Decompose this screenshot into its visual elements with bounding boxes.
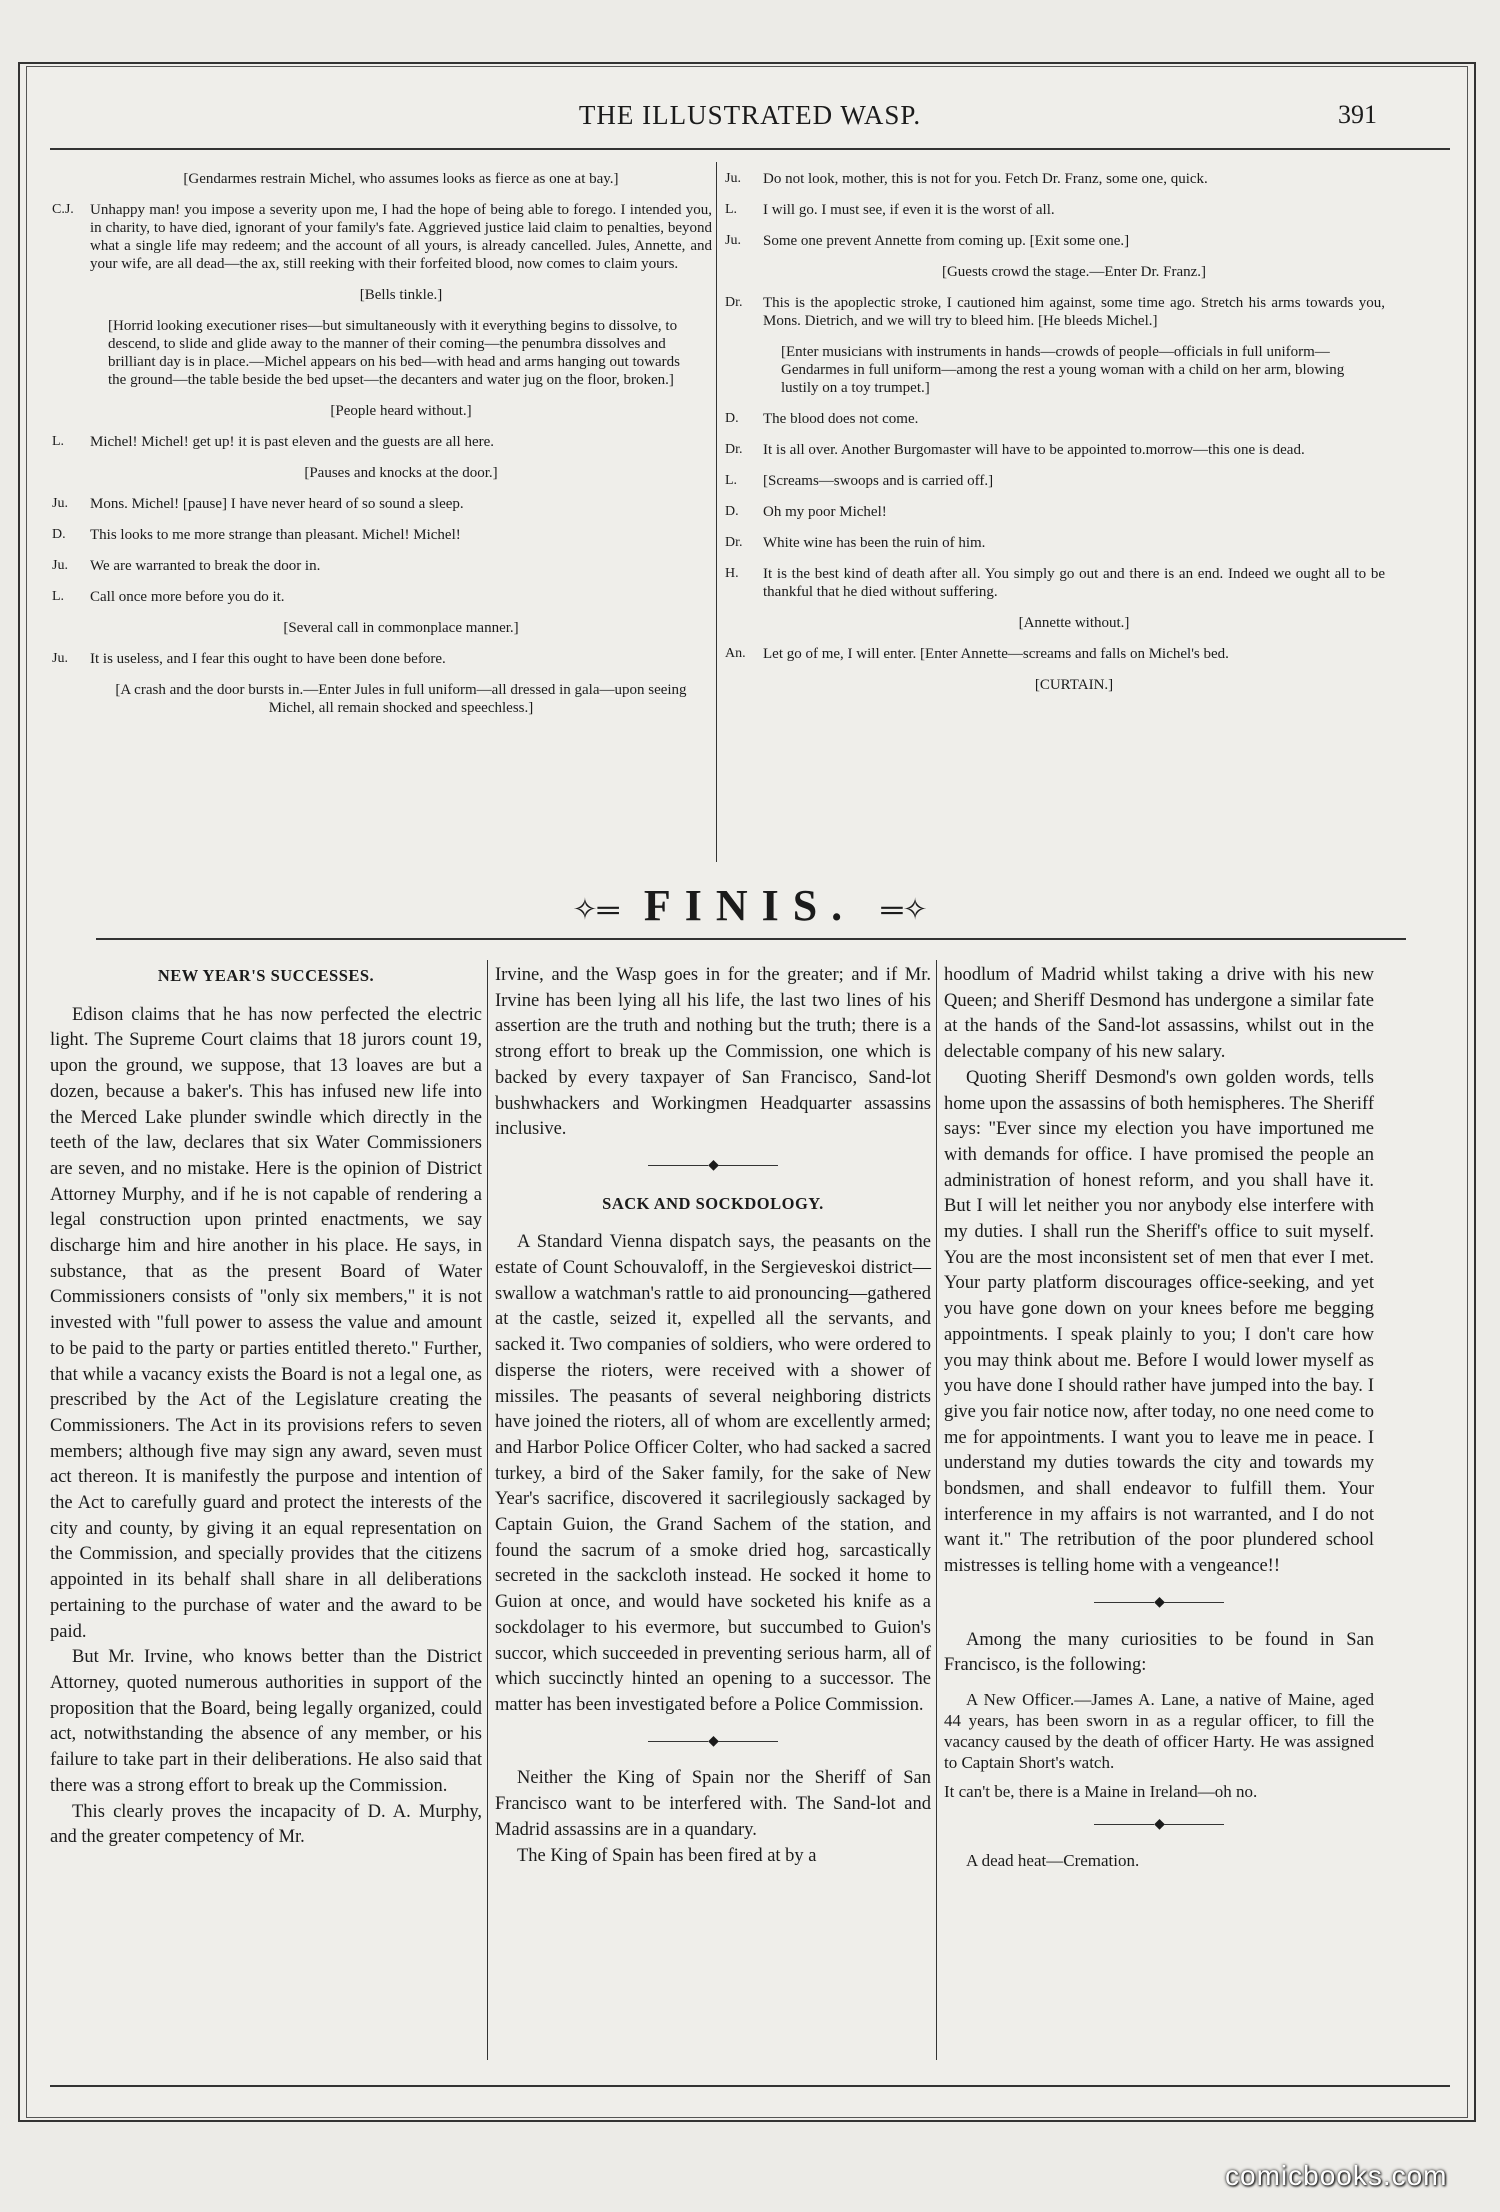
dialogue-text: Let go of me, I will enter. [Enter Annette—screams and falls on Michel's bed.: [763, 646, 1229, 662]
news-column-3: [944, 963, 1374, 1871]
speaker-label: D.: [725, 411, 739, 426]
stage-direction: [Several call in commonplace manner.]: [283, 620, 519, 636]
speaker-label: An.: [725, 646, 746, 661]
play-column-divider: [716, 162, 717, 862]
article-paragraph: Edison claims that he has now perfected the electric light. The Supreme Court claims that 18 jurors count 19, upon the ground, we suppose, that 13 loaves are but a dozen, because a baker's. This has infused new life into the Merced Lake plunder swindle which directly in the teeth of the law, declares that six Water Commissioners are seven, and no mistake. Here is the opinion of District Attorney Murphy, and if he is not capable of rendering a legal construction upon printed enactments, we say discharge him and hire another in his place. He says, in substance, that as the present Board of Water Commissioners consists of "only six members," it is not invested with "full power to assess the value and amount to be paid to the party or parties entitled thereto." Further, that while a vacancy exists the Board is not a legal one, as prescribed by the Act of the Legislature creating the Commissioners. The Act in its provisions refers to seven members; although five may sign any award, seven must act thereon. It is manifestly the purpose and intention of the Act to carefully guard and protect the interests of the city and county, by giving it an equal representation on the Commission, and specially provides that the citizens appointed in its behalf shall share in all deliberations pertaining to the purchase of water and the award to be paid.: [50, 1004, 482, 1642]
dialogue-text: Do not look, mother, this is not for you. Fetch Dr. Franz, some one, quick.: [763, 171, 1208, 187]
article-paragraph: Quoting Sheriff Desmond's own golden words, tells home upon the assassins of both hemispheres. The Sheriff says: "Ever since my election you have importuned me with demands for office. I have promised the people an administration of honest reform, and you shall have it. But I will let neither you nor anybody else interfere with my duties. I shall run the Sheriff's office to suit myself. You are the most inconsistent set of men that ever I met. Your party platform discourages office-seeking, and yet you have gone down on your knees before me begging appointments. I speak plainly to you; I don't care how you may think about me. Before I would lower myself as you have done I should rather have jumped into the bay. I give you fair notice now, after today, no one need come to me for appointments. I want you to leave me in peace. I understand my duties towards the city and towards my bondsmen, and shall endeavor to fulfill them. Your interference in my affairs is not warranted, and I do not want it." The retribution of the poor plundered school mistresses is telling home with a vengeance!!: [944, 1067, 1374, 1577]
dialogue-line: [52, 526, 712, 544]
stage-direction: [Bells tinkle.]: [359, 287, 443, 303]
speaker-label: Ju.: [52, 496, 68, 511]
article-paragraph: The King of Spain has been fired at by a: [517, 1845, 817, 1866]
play-column-right: [725, 170, 1385, 707]
stage-direction: [Gendarmes restrain Michel, who assumes looks as fierce as one at bay.]: [183, 171, 619, 187]
headline-new-years-successes: NEW YEAR'S SUCCESSES.: [157, 966, 375, 985]
dialogue-text: Mons. Michel! [pause] I have never heard of so sound a sleep.: [90, 496, 464, 512]
dialogue-line: [725, 503, 1385, 521]
stage-direction: [Horrid looking executioner rises—but simultaneously with it everything begins to dissolve, to descend, to slide and glide away to the manner of their coming—the penumbra dissolves and brilliant day is in place.—Michel appears on his bed—with head and arms hanging out towards the ground—the table beside the bed upset—the decanters and water jug on the floor, broken.]: [108, 318, 680, 388]
dialogue-line: [725, 410, 1385, 428]
dialogue-line: [725, 201, 1385, 219]
speaker-label: D.: [725, 504, 739, 519]
article-paragraph: Among the many curiosities to be found in San Francisco, is the following:: [944, 1629, 1374, 1676]
separator-ornament: ◆: [944, 1590, 1374, 1616]
article-paragraph: A Standard Vienna dispatch says, the peasants on the estate of Count Schouvaloff, in the Sergieveskoi district—swallow a watchman's rattle to aid pronouncing—gathered at the castle, seized it, expelled all the servants, and sacked it. Two companies of soldiers, who were ordered to disperse the rioters, were received with a shower of missiles. The peasants of several neighboring districts have joined the rioters, all of whom are excellently armed; and Harbor Police Officer Colter, who had sacked a sacred turkey, a bird of the Saker family, for the sake of New Year's sacrifice, discovered it sacrilegiously sackaged by Captain Guion, the Grand Sachem of the station, and found the sacrum of a smoke dried hog, sarcastically secreted in the sackcloth instead. He socked it home to Guion at once, and would have socketed his knife as a sockdolager to his evermore, but succumbed to Guion's succor, which succeeded in preventing serious harm, all of which succinctly hinted an opening to a successor. The matter has been investigated before a Police Commission.: [495, 1232, 931, 1715]
dialogue-text: The blood does not come.: [763, 411, 919, 427]
dialogue-line: [52, 201, 712, 273]
article-paragraph: hoodlum of Madrid whilst taking a drive with his new Queen; and Sheriff Desmond has undergone a similar fate at the hands of the Sand-lot assassins, whilst out in the delectable company of his new salary.: [944, 965, 1374, 1063]
stage-direction: [A crash and the door bursts in.—Enter Jules in full uniform—all dressed in gala—upon seeing Michel, all remain shocked and speechless.]: [115, 682, 687, 716]
speaker-label: Ju.: [725, 171, 741, 186]
dialogue-text: [Screams—swoops and is carried off.]: [763, 473, 994, 489]
dialogue-line: [725, 170, 1385, 188]
article-paragraph: A New Officer.—James A. Lane, a native of Maine, aged 44 years, has been sworn in as a regular officer, to fill the vacancy caused by the death of officer Harty. He was assigned to Captain Short's watch.: [944, 1689, 1374, 1772]
dialogue-line: [725, 441, 1385, 459]
header-rule: [50, 148, 1450, 150]
article-paragraph: It can't be, there is a Maine in Ireland—oh no.: [944, 1781, 1258, 1801]
dialogue-text: Unhappy man! you impose a severity upon me, I had the hope of being able to forego. I intended you, in charity, to have died, ignorant of your family's fate. Aggrieved justice laid claim to penalties, beyond what a single life may redeem; and the account of all yours, is already cancelled. Jules, Annette, and your wife, are all dead—the ax, still reeking with their forfeited blood, now comes to claim yours.: [90, 202, 712, 272]
separator-ornament: ◆: [944, 1812, 1374, 1838]
speaker-label: Dr.: [725, 295, 743, 310]
dialogue-text: Michel! Michel! get up! it is past eleven and the guests are all here.: [90, 434, 495, 450]
stage-direction: [People heard without.]: [330, 403, 472, 419]
stage-direction: [Annette without.]: [1018, 615, 1130, 631]
play-column-left: [52, 170, 712, 730]
separator-ornament: ◆: [495, 1729, 931, 1755]
news-column-2: [495, 963, 931, 1869]
dialogue-text: It is useless, and I fear this ought to have been done before.: [90, 651, 446, 667]
masthead-title: THE ILLUSTRATED WASP.: [578, 100, 922, 130]
dialogue-text: It is all over. Another Burgomaster will have to be appointed to.morrow—this one is dead.: [763, 442, 1305, 458]
column-divider: [936, 960, 937, 2060]
speaker-label: L.: [52, 434, 65, 449]
dialogue-line: [52, 557, 712, 575]
dialogue-line: [725, 472, 1385, 490]
section-rule: [96, 938, 1406, 940]
stage-direction: [CURTAIN.]: [1034, 677, 1114, 693]
stage-direction: [Guests crowd the stage.—Enter Dr. Franz.]: [941, 264, 1207, 280]
speaker-label: Ju.: [52, 558, 68, 573]
dialogue-text: Oh my poor Michel!: [763, 504, 887, 520]
dialogue-line: [52, 588, 712, 606]
speaker-label: Ju.: [52, 651, 68, 666]
dialogue-text: Some one prevent Annette from coming up. [Exit some one.]: [763, 233, 1130, 249]
dialogue-line: [52, 650, 712, 668]
headline-sack-and-sockdology: SACK AND SOCKDOLOGY.: [602, 1193, 824, 1213]
finis-banner: [0, 880, 1500, 931]
dialogue-text: We are warranted to break the door in.: [90, 558, 321, 574]
article-paragraph: This clearly proves the incapacity of D. A. Murphy, and the greater competency of Mr.: [50, 1801, 482, 1848]
dialogue-text: I will go. I must see, if even it is the worst of all.: [763, 202, 1055, 218]
dialogue-line: [725, 232, 1385, 250]
dialogue-line: [725, 294, 1385, 330]
dialogue-text: This is the apoplectic stroke, I cautioned him against, some time ago. Stretch his arms towards you, Mons. Dietrich, and we will try to bleed him. [He bleeds Michel.]: [763, 295, 1385, 329]
scroll-ornament-right: ═✧: [881, 893, 928, 927]
page-number: 391: [1338, 100, 1377, 129]
news-column-1: [50, 963, 482, 1851]
dialogue-line: [725, 534, 1385, 552]
finis-text: FINIS.: [643, 881, 857, 930]
footer-rule: [50, 2085, 1450, 2087]
column-divider: [487, 960, 488, 2060]
dialogue-text: White wine has been the ruin of him.: [763, 535, 986, 551]
speaker-label: C.J.: [52, 202, 74, 217]
article-paragraph: A dead heat—Cremation.: [966, 1850, 1140, 1870]
article-paragraph: Irvine, and the Wasp goes in for the greater; and if Mr. Irvine has been lying all his life, the last two lines of his assertion are the truth and nothing but the truth; there is a strong effort to break up the Commission, one which is backed by every taxpayer of San Francisco, Sand-lot bushwhackers and Workingmen Headquarter assassins inclusive.: [495, 965, 931, 1140]
dialogue-line: [52, 495, 712, 513]
speaker-label: Dr.: [725, 442, 743, 457]
speaker-label: L.: [52, 589, 65, 604]
dialogue-text: This looks to me more strange than pleasant. Michel! Michel!: [90, 527, 461, 543]
dialogue-text: It is the best kind of death after all. You simply go out and there is an end. Indeed we ought all to be thankful that he died without suffering.: [763, 566, 1385, 600]
stage-direction: [Pauses and knocks at the door.]: [304, 465, 498, 481]
stage-direction: [Enter musicians with instruments in hands—crowds of people—officials in full uniform—Gendarmes in full uniform—among the rest a young woman with a child on her arm, blowing lustily on a toy trumpet.]: [781, 344, 1345, 396]
dialogue-line: [725, 645, 1385, 663]
scroll-ornament-left: ✧═: [572, 893, 619, 927]
dialogue-line: [725, 565, 1385, 601]
watermark: comicbooks.com: [1225, 2160, 1448, 2191]
separator-ornament: ◆: [495, 1153, 931, 1179]
speaker-label: L.: [725, 473, 738, 488]
speaker-label: Dr.: [725, 535, 743, 550]
article-paragraph: But Mr. Irvine, who knows better than the District Attorney, quoted numerous authorities in support of the proposition that the Board, being legally organized, could act, notwithstanding the absence of any member, or his failure to take part in their deliberations. He also said that there was a strong effort to break up the Commission.: [50, 1647, 482, 1796]
dialogue-line: [52, 433, 712, 451]
speaker-label: Ju.: [725, 233, 741, 248]
dialogue-text: Call once more before you do it.: [90, 589, 285, 605]
speaker-label: H.: [725, 566, 739, 581]
article-paragraph: Neither the King of Spain nor the Sheriff of San Francisco want to be interfered with. The Sand-lot and Madrid assassins are in a quandary.: [495, 1768, 931, 1840]
speaker-label: L.: [725, 202, 738, 217]
speaker-label: D.: [52, 527, 66, 542]
